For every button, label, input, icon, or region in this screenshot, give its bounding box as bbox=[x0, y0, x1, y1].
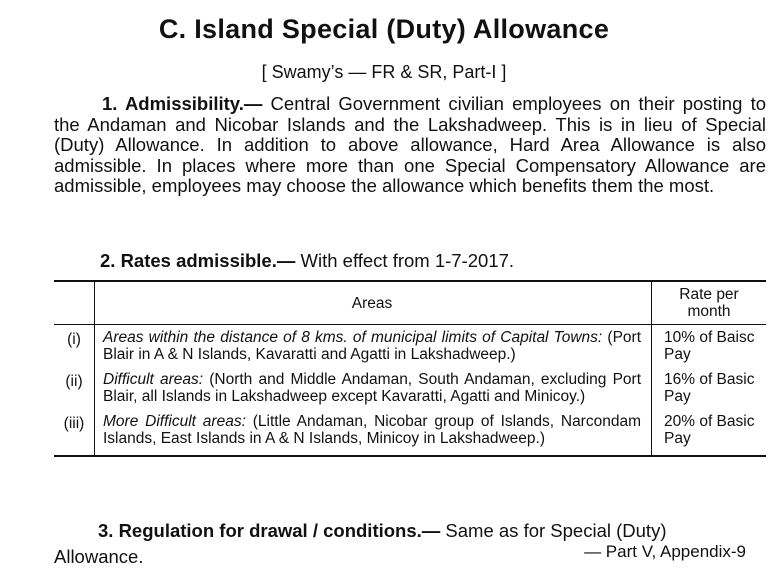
header-rate: Rate per month bbox=[652, 281, 767, 325]
rates-heading: 2. Rates admissible.— bbox=[100, 250, 296, 271]
row-area-detail: (Port Blair in A & N Islands, Kavaratti and Agatti in Lakshadweep.) bbox=[103, 329, 642, 363]
table-header-row bbox=[54, 281, 766, 325]
row-area bbox=[95, 409, 652, 456]
row-rate: 20% of Basic Pay bbox=[652, 409, 767, 456]
regulation-continued: Allowance. bbox=[54, 546, 144, 567]
row-rate: 10% of Baisc Pay bbox=[664, 329, 755, 363]
table-row bbox=[54, 325, 766, 368]
row-number: (iii) bbox=[54, 409, 95, 456]
rates-heading-line bbox=[100, 250, 514, 272]
row-area bbox=[95, 325, 652, 368]
row-area bbox=[95, 367, 652, 409]
admissibility-body: Central Government civilian employees on their posting to the Andaman and Nicobar Islands and the Lakshadweep. This is in lieu of Special (Duty) Allowance. In addition to above allowance, Hard Area Allowance is also admissible. In places where more than one Special Compensatory Allowance are admissible, employees may choose the allowance which benefits them the most. bbox=[54, 93, 766, 196]
regulation-reference: — Part V, Appendix-9 bbox=[584, 542, 746, 561]
table-row bbox=[54, 409, 766, 456]
admissibility-heading: 1. Admissibility.— bbox=[102, 93, 263, 114]
row-number: (ii) bbox=[65, 373, 83, 390]
row-area-detail: (North and Middle Andaman, South Andaman, excluding Port Blair, all Islands in Lakshadweep except Kavaratti, Agatti and Minicoy.) bbox=[103, 371, 641, 405]
row-rate: 16% of Basic Pay bbox=[664, 371, 755, 405]
row-area-detail: (Little Andaman, Nicobar group of Islands, Narcondam Islands, East Islands in A & N Islands, Minicoy in Lakshadweep.) bbox=[103, 413, 641, 447]
row-number: (i) bbox=[67, 331, 81, 348]
page-title: C. Island Special (Duty) Allowance bbox=[158, 14, 610, 44]
rates-table bbox=[54, 280, 766, 457]
regulation-body: Same as for Special (Duty) bbox=[445, 520, 667, 541]
regulation-heading: 3. Regulation for drawal / conditions.— bbox=[98, 520, 441, 541]
regulation-paragraph bbox=[54, 520, 766, 542]
row-area-label: Areas within the distance of 8 kms. of municipal limits of Capital Towns: bbox=[103, 329, 603, 346]
header-areas: Areas bbox=[95, 281, 652, 325]
row-area-label: More Difficult areas: bbox=[103, 413, 246, 430]
row-area-label: Difficult areas: bbox=[103, 371, 204, 388]
table-row bbox=[54, 367, 766, 409]
header-number bbox=[54, 281, 95, 325]
rates-effective-date: With effect from 1-7-2017. bbox=[300, 250, 515, 271]
source-reference: [ Swamy’s — FR & SR, Part-I ] bbox=[261, 62, 507, 82]
admissibility-paragraph bbox=[54, 94, 766, 197]
